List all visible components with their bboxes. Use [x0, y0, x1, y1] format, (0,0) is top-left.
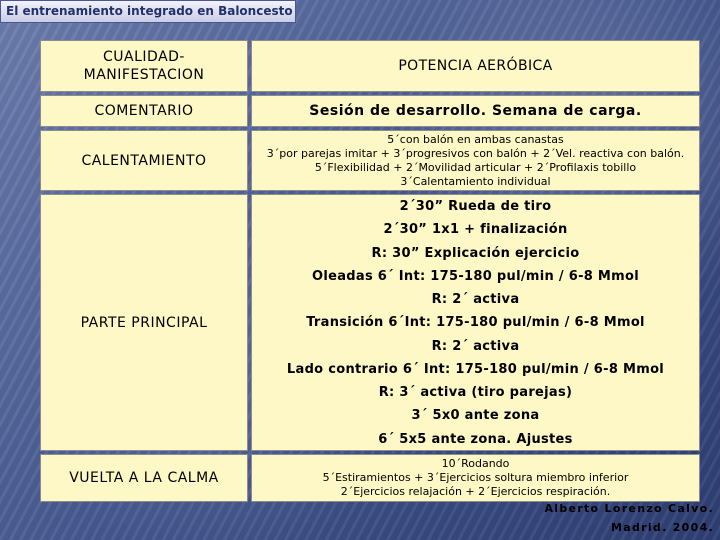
cooldown-line: 5´Estiramientos + 3´Ejercicios soltura miembro inferior: [322, 471, 629, 484]
comment-value: Sesión de desarrollo. Semana de carga.: [309, 103, 642, 119]
main-line: 3´ 5x0 ante zona: [411, 408, 540, 424]
warmup-line: 3´Calentamiento individual: [400, 174, 551, 188]
main-line: R: 2´ activa: [431, 292, 520, 307]
quality-value: POTENCIA AERÓBICA: [398, 58, 553, 74]
cooldown-line: 2´Ejercicios relajación + 2´Ejercicios respiración.: [340, 485, 611, 498]
cooldown-cell: [251, 454, 700, 502]
header-right-cell: [251, 40, 700, 92]
main-line: 2´30” 1x1 + finalización: [383, 222, 568, 238]
quality-label: CUALIDAD-MANIFESTACION: [83, 49, 205, 83]
cooldown-label: VUELTA A LA CALMA: [69, 470, 219, 486]
slide-title: El entrenamiento integrado en Baloncesto: [6, 4, 293, 18]
warmup-line: 5´Flexibilidad + 2´Movilidad articular + 2´Profilaxis tobillo: [314, 160, 637, 174]
warmup-line: 5´con balón en ambas canastas: [387, 132, 564, 146]
main-cell: [251, 194, 700, 451]
main-line: Lado contrario 6´ Int: 175-180 pul/min / 6-8 Mmol: [286, 361, 665, 377]
main-line: 6´ 5x5 ante zona. Ajustes: [378, 431, 573, 447]
main-label-cell: [40, 194, 248, 451]
cooldown-label-cell: [40, 454, 248, 502]
cooldown-line: 10´Rodando: [441, 457, 510, 470]
comment-label-cell: [40, 95, 248, 127]
header-left-cell: [40, 40, 248, 92]
main-line: 2´30” Rueda de tiro: [399, 199, 552, 214]
main-line: R: 3´ activa (tiro parejas): [378, 385, 573, 400]
warmup-line: 3´por parejas imitar + 3´progresivos con balón + 2´Vel. reactiva con balón.: [266, 146, 685, 160]
place-year-credit: Madrid. 2004.: [610, 521, 714, 534]
warmup-label: CALENTAMIENTO: [81, 152, 207, 169]
warmup-label-cell: [40, 130, 248, 191]
main-label: PARTE PRINCIPAL: [80, 314, 208, 331]
comment-label: COMENTARIO: [94, 103, 194, 119]
main-line: Oleadas 6´ Int: 175-180 pul/min / 6-8 Mmol: [311, 268, 640, 284]
warmup-cell: [251, 130, 700, 191]
main-line: Transición 6´Int: 175-180 pul/min / 6-8 Mmol: [306, 315, 645, 331]
title-bar: [0, 0, 296, 23]
comment-value-cell: [251, 95, 700, 127]
main-line: R: 2´ activa: [431, 338, 520, 354]
main-line: R: 30” Explicación ejercicio: [371, 245, 580, 261]
author-credit: Alberto Lorenzo Calvo.: [544, 502, 714, 515]
